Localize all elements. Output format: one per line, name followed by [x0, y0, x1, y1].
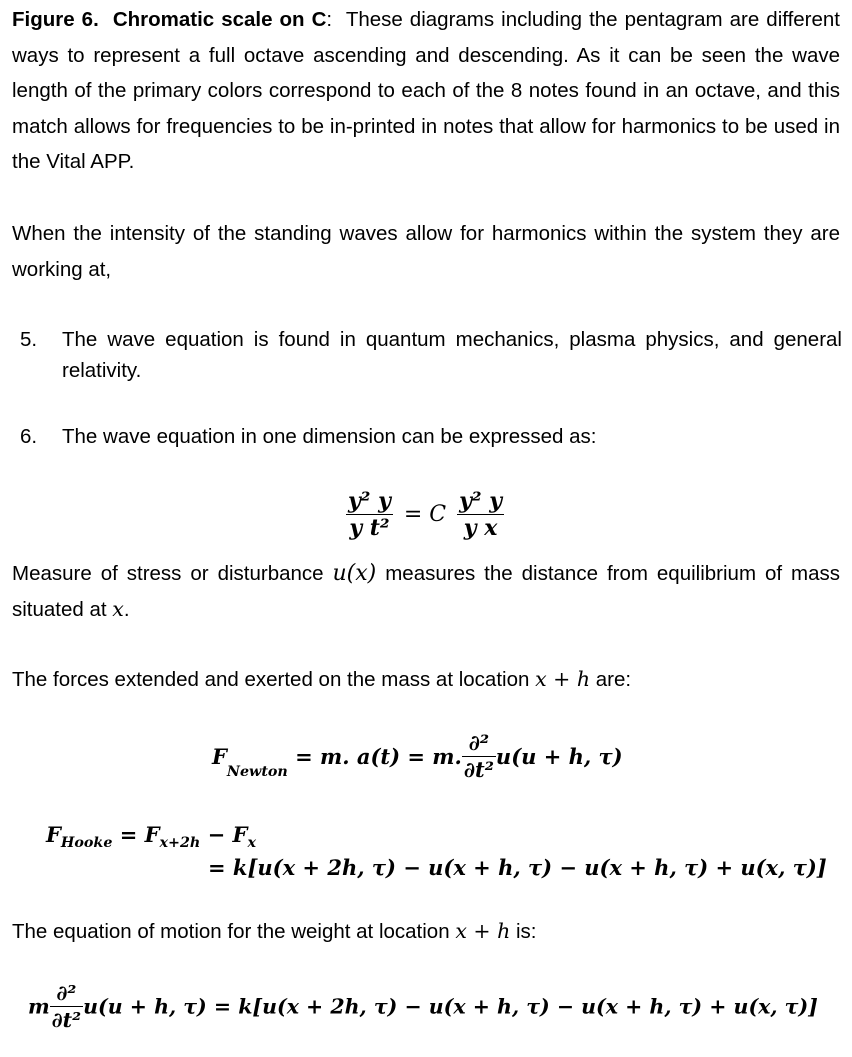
newton-fraction — [462, 730, 496, 783]
motion-symbol: x + h — [455, 919, 511, 943]
newton-equation — [212, 730, 623, 783]
figure-caption — [12, 2, 840, 180]
newton-frac-den: ∂t² — [463, 757, 494, 782]
measure-symbol-x: x — [112, 596, 124, 621]
hooke-expansion: = k[u(x + 2h, τ) − u(x + h, τ) − u(x + h, τ) + u(x, τ)] — [208, 855, 827, 880]
figure-title-colon: : — [326, 8, 333, 31]
list-item-number: 6. — [20, 425, 38, 448]
motion-paragraph — [12, 914, 840, 950]
newton-middle: = m. a(t) = m. — [287, 744, 462, 769]
motion-frac-num: ∂² — [50, 980, 83, 1007]
newton-f: F — [212, 744, 227, 769]
hooke-equation-line2 — [208, 855, 827, 880]
measure-paragraph — [12, 556, 840, 627]
rhs-numerator: y² y — [459, 488, 503, 514]
equals-c: = C — [403, 501, 447, 527]
figure-title: Chromatic scale on C — [112, 8, 327, 31]
forces-text-after: are: — [590, 668, 632, 691]
motion-m: m — [28, 994, 50, 1019]
measure-text-before: Measure of stress or disturbance — [12, 562, 333, 585]
list-item — [20, 421, 842, 452]
motion-frac-den: ∂t² — [51, 1008, 82, 1032]
forces-text-before: The forces extended and exerted on the mass at location — [12, 668, 536, 691]
motion-equation — [28, 980, 818, 1033]
figure-caption-text: These diagrams including the pentagram are different ways to represent a full octave ascending and descending. As it can be seen the wave length of the primary colors correspond to each of the 8 notes found in an octave, and this match allows for frequencies to be in-printed in notes that allow for harmonics to be used in the Vital APP. — [12, 8, 840, 173]
list-item — [20, 324, 842, 386]
list-item-text: The wave equation in one dimension can be expressed as: — [62, 425, 597, 448]
rhs-denominator: y x — [463, 515, 498, 541]
lhs-denominator: y t² — [349, 515, 390, 541]
hooke-f: F — [46, 822, 61, 847]
intensity-paragraph: When the intensity of the standing waves allow for harmonics within the system they are working at, — [12, 222, 840, 281]
hooke-subscript-x: x — [247, 835, 256, 852]
forces-paragraph — [12, 662, 840, 698]
measure-symbol-u: u(x) — [332, 561, 377, 586]
motion-text-before: The equation of motion for the weight at location — [12, 920, 456, 943]
list-item-number: 5. — [20, 328, 38, 351]
motion-fraction — [50, 980, 83, 1033]
hooke-subscript: Hooke — [60, 835, 113, 852]
measure-text-middle: measures the distance from equilibrium of mass situated at — [12, 562, 841, 621]
wave-equation-lhs-fraction — [346, 488, 393, 541]
hooke-minus-f: − F — [200, 822, 248, 847]
figure-label: Figure 6. — [12, 8, 99, 31]
newton-frac-num: ∂² — [462, 730, 496, 757]
measure-text-after: . — [123, 597, 130, 621]
motion-tail: u(u + h, τ) = k[u(x + 2h, τ) − u(x + h, τ) − u(x + h, τ) + u(x, τ)] — [83, 994, 818, 1019]
motion-text-after: is: — [510, 920, 537, 943]
document-page — [12, 0, 842, 1057]
lhs-numerator: y² y — [348, 488, 391, 514]
wave-equation-rhs-fraction — [457, 488, 504, 541]
forces-symbol: x + h — [535, 667, 591, 691]
wave-equation — [346, 488, 504, 541]
newton-subscript: Newton — [226, 764, 288, 780]
hooke-equals-f: = F — [112, 822, 160, 847]
hooke-equation-line1 — [46, 822, 256, 851]
hooke-subscript-x2h: x+2h — [159, 835, 201, 852]
list-item-text: The wave equation is found in quantum mechanics, plasma physics, and general relativity. — [62, 328, 842, 382]
newton-tail: u(u + h, τ) — [495, 744, 623, 769]
